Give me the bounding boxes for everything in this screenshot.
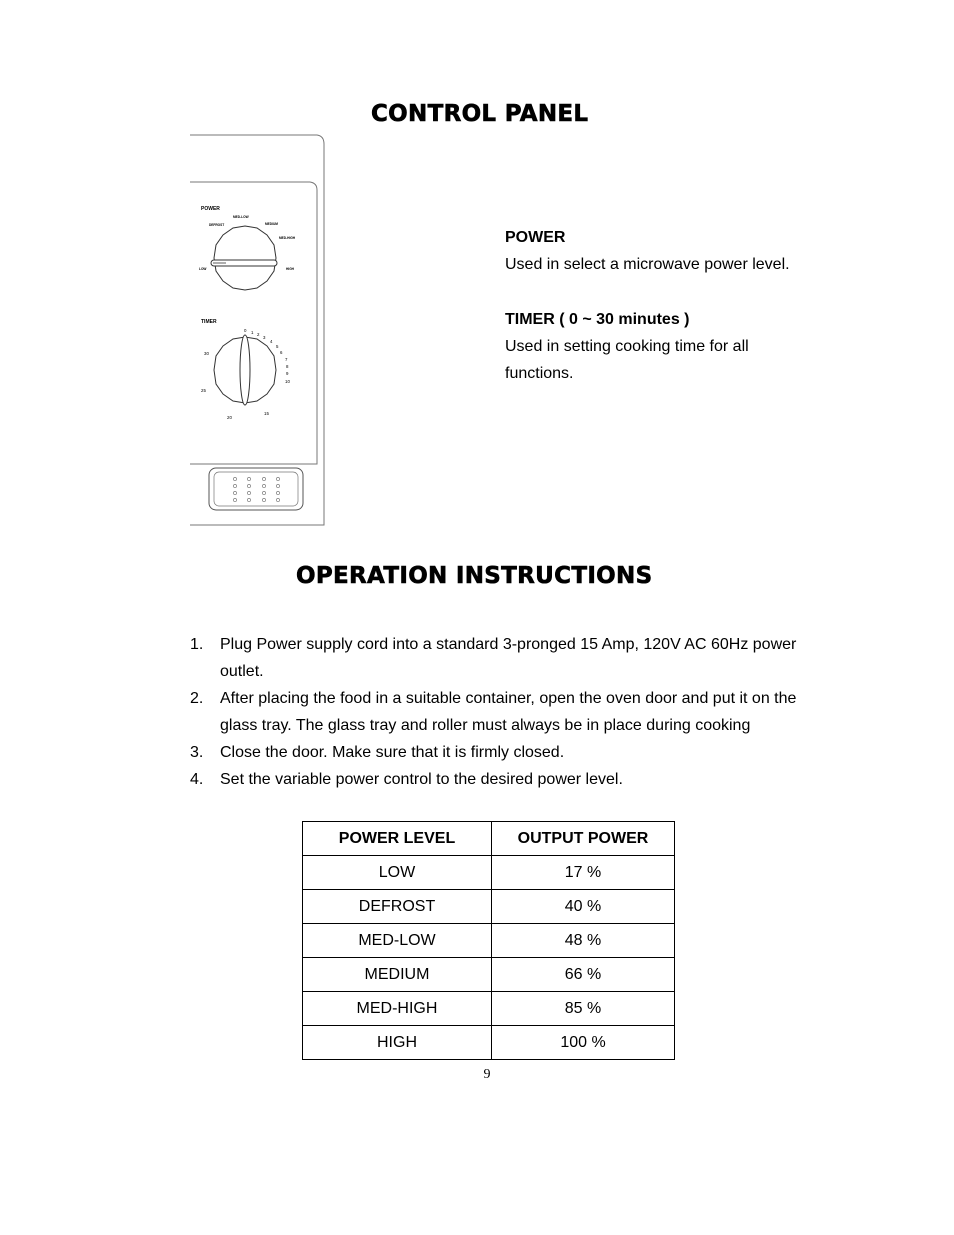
list-item: 1. Plug Power supply cord into a standard 3-pronged 15 Amp, 120V AC 60Hz power outlet. [190, 636, 797, 680]
power-description [505, 224, 825, 278]
power-dial-label: POWER [201, 206, 220, 212]
output-power-cell: 66 % [492, 958, 675, 992]
timer-text: Used in setting cooking time for all functions. [505, 338, 749, 382]
svg-text:6: 6 [280, 350, 283, 355]
power-level-cell: LOW [303, 856, 492, 890]
control-panel-heading: CONTROL PANEL [371, 101, 589, 127]
svg-text:1: 1 [251, 330, 254, 335]
output-power-cell: 40 % [492, 890, 675, 924]
power-level-cell: HIGH [303, 1026, 492, 1060]
table-header-row [303, 822, 675, 856]
column-header-output-power: OUTPUT POWER [492, 822, 675, 856]
output-power-cell: 100 % [492, 1026, 675, 1060]
list-item: 2. After placing the food in a suitable container, open the oven door and put it on the glass tray. The glass tray and roller must always be in place during cooking [190, 690, 797, 734]
timer-description [505, 306, 795, 387]
output-power-cell: 48 % [492, 924, 675, 958]
svg-text:8: 8 [286, 364, 289, 369]
svg-text:MEDIUM: MEDIUM [265, 222, 278, 226]
svg-text:DEFROST: DEFROST [209, 223, 225, 227]
operation-steps [190, 631, 830, 793]
svg-text:0: 0 [244, 328, 247, 333]
svg-text:MED-HIGH: MED-HIGH [279, 236, 296, 240]
power-level-cell: MED-LOW [303, 924, 492, 958]
svg-text:HIGH: HIGH [286, 267, 294, 271]
svg-text:9: 9 [286, 371, 289, 376]
table-row [303, 856, 675, 890]
svg-text:4: 4 [270, 339, 273, 344]
control-panel-figure [188, 134, 328, 528]
table-row [303, 958, 675, 992]
list-item: 4. Set the variable power control to the desired power level. [190, 771, 623, 788]
timer-dial-knob [214, 335, 276, 405]
power-level-cell: MEDIUM [303, 958, 492, 992]
column-header-power-level: POWER LEVEL [303, 822, 492, 856]
svg-text:10: 10 [285, 379, 290, 384]
output-power-cell: 17 % [492, 856, 675, 890]
operation-instructions-heading: OPERATION INSTRUCTIONS [296, 563, 653, 589]
svg-text:30: 30 [204, 351, 209, 356]
table-row [303, 1026, 675, 1060]
page-number: 9 [483, 1067, 491, 1082]
list-item: 3. Close the door. Make sure that it is firmly closed. [190, 744, 565, 761]
output-power-cell: 85 % [492, 992, 675, 1026]
power-dial-knob [211, 226, 277, 290]
power-level-cell: MED-HIGH [303, 992, 492, 1026]
svg-text:LOW: LOW [199, 267, 207, 271]
svg-text:MED-LOW: MED-LOW [233, 215, 249, 219]
power-title: POWER [505, 229, 566, 246]
svg-text:7: 7 [285, 357, 288, 362]
svg-text:2: 2 [257, 332, 260, 337]
speaker-grille [209, 468, 303, 510]
table-row [303, 924, 675, 958]
timer-dial-label: TIMER [201, 319, 217, 325]
power-level-cell: DEFROST [303, 890, 492, 924]
table-row [303, 890, 675, 924]
power-level-table [302, 821, 675, 1060]
svg-text:20: 20 [227, 415, 232, 420]
svg-text:3: 3 [263, 335, 266, 340]
svg-text:15: 15 [264, 411, 269, 416]
power-text: Used in select a microwave power level. [505, 256, 790, 273]
timer-title: TIMER ( 0 ~ 30 minutes ) [505, 311, 690, 328]
svg-text:5: 5 [276, 344, 279, 349]
svg-text:25: 25 [201, 388, 206, 393]
table-row [303, 992, 675, 1026]
